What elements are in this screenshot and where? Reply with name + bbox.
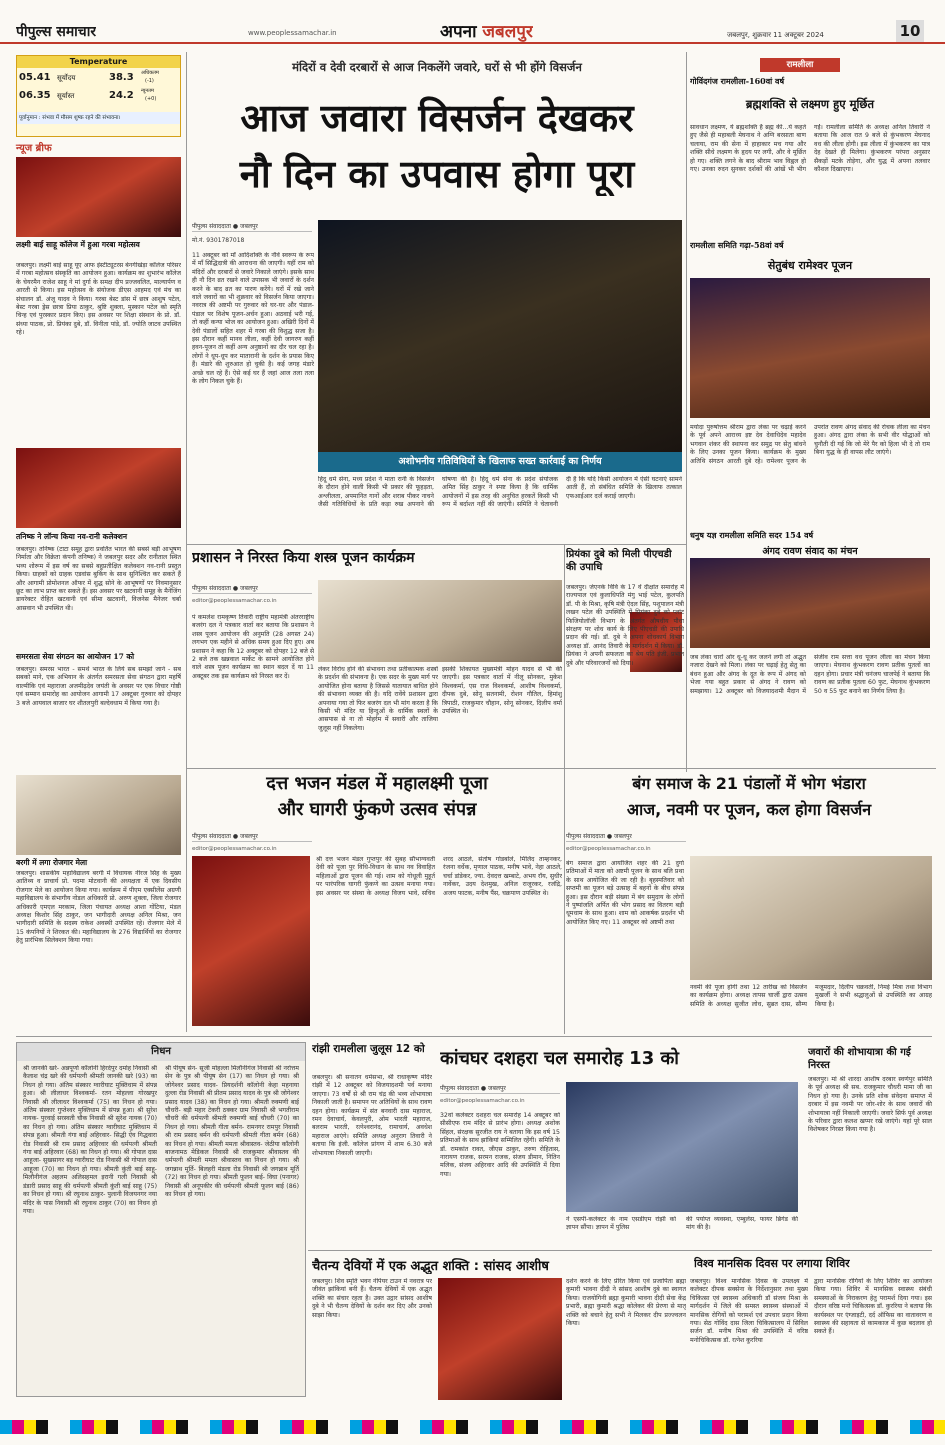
- min-temp: 24.2: [109, 90, 134, 101]
- brief-1-headline: लक्ष्मी बाई साहू कॉलेज में हुआ गरबा महोत्सव: [16, 240, 140, 249]
- bang-text-1: बंग समाज द्वारा आयोजित शहर की 21 दुर्गा प्रतिमाओं में माता को अष्टमी पूजन के साथ बलि प्रथा के साथ आयोजित की जा रही है। बृहस्पतिवार को सप्तमी का पूजन बड़े उत्साह में बहनों के बीच संपन्न हुआ। इस दौरान बड़ी संख्या में बंग समुदाय के लोगों ने पुष्पांजलि अर्पित की भोग प्रसाद का वितरण बड़ी धूमधाम के साथ हुआ। शाम को आकर्षक प्रदर्शन भी आयोजित किए गए। 11 अक्टूबर को अष्टमी तथा: [566, 860, 684, 926]
- page-number: 10: [896, 20, 924, 42]
- jawara-text: जबलपुर। मां श्री शारदा आशीष दरबार स्वर्णपुर समिति के पूर्व अध्यक्ष श्री सब. राजकुमार चौधरी मामा जी का निधन हो गया है। उनके प्रति शोक संवेदना समाप्त में दरबार में इस नवमी पर जोर-शोर के साथ जवारों की शोभायात्रा नहीं निकाली जाएगी। जवारे सिर्फ पूर्व अध्यक्ष के परिवार द्वारा कलश खप्पर रखे जाएंगे। यहां पूरे साल विशेषकर निरस्त किया गया है।: [808, 1076, 932, 1134]
- masthead: [0, 0, 945, 44]
- durga-pandal-photo: [690, 856, 932, 980]
- dutt-byline-place: जबलपुर: [240, 833, 258, 840]
- dutt-headline-1: दत्त भजन मंडल में महालक्ष्मी पूजा: [266, 773, 488, 794]
- lead-text-2: हिंदू धर्म सेना, मध्य प्रदेश ने माता रानी के विसर्जन के दौरान होने वाली किसी भी प्रकार की फूहड़ता, अश्लीलता, अपमानित गानों और शराब पीकर नाचने जैसी गतिविधियों के प्रति कड़ा रुख अपनाने की घोषणा की है। हिंदू धर्म सेना के प्रदेश संयोजक अमित सिंह ठाकुर ने स्पष्ट किया है कि धार्मिक आयोजनों में इस तरह की अनुचित हरकतें किसी भी रूप में बर्दाश्त नहीं की जाएंगी। समिति ने चेतावनी दी है कि यदि किसी आयोजन में ऐसी घटनाएं सामने आती हैं, तो संबंधित समिति के खिलाफ तत्काल एफआईआर दर्ज कराई जाएगी।: [318, 476, 682, 509]
- jawara-headline: जवारों की शोभायात्रा की गई निरस्त: [808, 1047, 911, 1071]
- kanchghar-text-1: 32वां कलेक्टर दशहरा चल समारोह 14 अक्टूबर को सीसीएफ राम मंदिर से प्रारंभ होगा। अध्यक्ष अशोक सिंहल, संरक्षक सुरजीत राय ने बताया कि इस वर्ष 15 प्रतिमाओं के साथ झांकियां सम्मिलित रहेंगी। समिति के डॉ. रामकांत रावत, जीएस ठाकुर, तरुण रोहितास, नारायण राजक, सरमन राजक, संजय डीमान, नितिन मलिक, संजय अहिरवार आदि की उपस्थिति में दिया गया।: [440, 1112, 560, 1178]
- tanishq-photo: [16, 448, 181, 528]
- prashasan-byline: पीपुल्स संवाददाता ● जबलपुर: [192, 584, 312, 594]
- divider-h4: [308, 1250, 932, 1251]
- mahalaxmi-photo: [192, 856, 310, 1026]
- bang-byline: पीपुल्स संवाददाता ● जबलपुर: [566, 832, 686, 842]
- chaitanya-text-1: जबलपुर। शिव स्मृति भवन नेपियर टाउन में नवरात्र पर जीवंत झांकियां बनी हैं। चैतन्य देवियों में एक अद्भुत शक्ति का संचार रहता है। उक्त उद्गार सांसद आशीष दुबे ने भी चैतन्य देवियों के दर्शन कर दिए और उनको साझा किया।: [312, 1278, 432, 1319]
- prashasan-email: editor@peoplessamachar.co.in: [192, 598, 277, 604]
- brief-4-text: जबलपुर। शासकीय महाविद्यालय बरगी में विधायक नीरज सिंह के मुख्य आतिथ्य व प्राचार्य प्रो. पदमा मोटवानी की अध्यक्षता में एक दिवसीय रोजगार मेले का आयोजन किया गया। कार्यक्रम में पीएम एक्सीलेंस अग्रणी महाविद्यालय के संभागीय नोडल अधिकारी प्रो. अरुण शुक्ला, जिला रोजगार अधिकारी एमएल मरकाम, जिला पंचायत अध्यक्ष आशा गोंटिया, मंडल अध्यक्ष किशोर सिंह ठाकुर, जन भागीदारी अध्यक्ष अनिल मिश्रा, जन भागीदारी समिति के सदस्य राकेश अवस्थी उपस्थित रहे। रोजगार मेले में 15 कंपनियों ने शिरकत की। महाविद्यालय के 276 विद्यार्थियों का रोजगार हेतु प्रारंभिक सिलेक्शन किया गया।: [16, 870, 181, 945]
- brief-3-text: जबलपुर। समरस भारत - समर्थ भारत के लिये सब समझो जाने - सब सबको माने, एक अभियान के अंतर्गत समरसता सेवा संगठन द्वारा महर्षि वाल्मीकि एवं महाराजा अजमीढ़देव जयंती के अवसर पर एक विचार गोष्ठी एवं सम्मान समारोह का आयोजन आगामी 17 अक्टूबर गुरुवार को दोपहर 3 बजे आयवाल बाजार घर शीतलपुरी बल्देवधाम में किया गया है।: [16, 666, 181, 707]
- bang-byline-name: पीपुल्स संवाददाता: [566, 833, 605, 840]
- dutt-headline-2: और घागरी फुंकणे उत्सव संपन्न: [277, 799, 477, 820]
- bang-headline-1: बंग समाज के 21 पंडालों में भोग भंडारा: [632, 774, 866, 793]
- divider-right: [686, 52, 687, 772]
- nidhan-section: [16, 1042, 306, 1397]
- rojgar-mela-photo: [16, 775, 181, 855]
- nidhan-col-1: श्री जानकी खरे- अन्नपूर्णा कॉलोनी हिरदेपुर दमोह निवासी श्री कैलाश चंद्र खरे की धर्मपत्नी श्रीमती जानकी खरे (93) का निधन हो गया। अंतिम संस्कार ग्वारीघाट मुक्तिधाम में संपन्न हुआ। श्री लीलाधर विश्वकर्मा- रतन मोहल्ला गोरखपुर निवासी श्री लीलाधर विश्वकर्मा (75) का निधन हो गया। अंतिम संस्कार गुप्तेश्वर मुक्तिधाम में संपन्न हुआ। श्री सुरेश नायक- पुरवाई सरस्वती चौक निवासी श्री सुरेश नायक (70) का निधन हो गया। अंतिम संस्कार ग्वारीघाट मुक्तिधाम में संपन्न हुआ। श्रीमती गंगा बाई अहिरवार- सिद्धी ऐव गिद्धवारा रोड निवासी श्री राम प्रसाद अहिरवार की धर्मपत्नी श्रीमती गंगा बाई अहिरवार (68) का निधन हो गया। श्री गोपाल दास आहूजा- सुखसागर बड़ ग्वारीघाट रोड निवासी श्री गोपाल दास आहूजा (70) का निधन हो गया। श्रीमती कुंती बाई साहू- मिलौनीगंज अहलम अलिसहमल इरानी गली निवासी श्री डंडारी प्रसाद साहू की धर्मपत्नी श्रीमती कुंती बाई साहू (75) का निधन हो गया। श्री रघुनाथ ठाकुर- पुलानी विजयनगर नया मंदिर के पास निवासी श्री रघुनाथ ठाकुर (70) का निधन हो गया।: [23, 1065, 157, 1215]
- max-temp: 38.3: [109, 72, 134, 83]
- registration-strip: [0, 1420, 945, 1434]
- lead-headline-2: नौ दिन का उपवास होगा पूरा: [239, 152, 635, 196]
- lead-headline-1: आज जवारा विसर्जन देखकर: [240, 96, 634, 140]
- sunrise-label: सूर्योदय: [57, 74, 76, 82]
- brief-4-headline: बरगी में लगा रोजगार मेला: [16, 858, 88, 867]
- chaitanya-text-2: दर्शन करने के लिए प्रेरित किया एवं प्रजापिता ब्रह्मा कुमारी भावना दीदी ने सांसद आशीष दुबे का स्वागत किया। राजयोगिनी ब्रह्मा कुमारी भावना दीदी सेवा केंद्र प्रभारी, ब्रह्मा कुमारी श्रद्धा कोलेकर की प्रेरणा से मातृ शक्ति को बचाने हेतु सभी ने मिलकर दीप प्रज्ज्वलन किया।: [566, 1278, 686, 1328]
- ramleela-head-1: ब्रह्मशक्ति से लक्ष्मण हुए मूर्छित: [745, 97, 875, 111]
- max-label: अधिकतम: [141, 70, 159, 76]
- mental-text-1: जबलपुर। विश्व मानसिक दिवस के उपलक्ष्य में कलेक्टर दीपक सक्सेना के निर्देशानुसार तथा मुख्य चिकित्सा एवं स्वास्थ्य अधिकारी डॉ संजय मिश्रा के मार्गदर्शन में जिले की समस्त स्वास्थ्य संस्थाओं में मानसिक रोगियों को परामर्श एवं उपचार प्रदान किया गया। सेठ गोविंद दास जिला चिकित्सालय में सिविल सर्जन डॉ. मनीष मिश्रा की उपस्थिति में वरिष्ठ मनोचिकित्सक डॉ. रत्नेश कुररिया: [690, 1278, 808, 1344]
- masthead-url: www.peoplessamachar.in: [248, 29, 337, 37]
- kanchghar-caption: की पर्याप्त व्यवस्था, एम्बुलेंस, फायर ब्रिगेड की मांग की है।: [686, 1216, 798, 1232]
- lead-byline-name: पीपुल्स संवाददाता: [192, 223, 231, 230]
- sunset-label: सूर्यास्त: [57, 92, 75, 100]
- section-title: [440, 19, 533, 42]
- prashasan-text-1: पं कमलेश रामकृष्ण तिवारी राष्ट्रीय महामंत्री अंतरराष्ट्रीय बजरंग दल ने पत्रकार वार्ता कर बताया कि प्रशासन ने शस्त्र पूजन आयोजन की अनुमति (28 अगस्त 24) लगभग एक महीने से अधिक समय हुआ दिए हुए। अब प्रशासन ने कहा कि 12 अक्टूबर को दोपहर 12 बजे से 2 बजे तक खन्नवाल मार्केट के सामने आयोजित होने वाले शस्त्र पूजन कार्यक्रम का स्थान बदल दें या 11 अक्टूबर तक इस कार्यक्रम को निरस्त कर दें।: [192, 614, 314, 680]
- prashasan-press-photo: [318, 580, 562, 662]
- lead-byline: पीपुल्स संवाददाता ● जबलपुर: [192, 222, 312, 232]
- lead-phone: मो.नं. 9301787018: [192, 237, 245, 244]
- ramleela-head-2: सेतुबंध रामेश्वर पूजन: [767, 259, 853, 272]
- kanchghar-headline: कांचघर दशहरा चल समारोह 13 को: [440, 1048, 679, 1069]
- lead-photo-caption: अशोभनीय गतिविधियों के खिलाफ सख्त कार्रवाई का निर्णय: [318, 452, 682, 472]
- min-label: न्यूनतम: [141, 88, 154, 94]
- ramleela-text-3: जब लंका चारों ओर धू-धू कर जलने लगी तो अद्भुत नजारा देखने को मिला। लंका पर चढ़ाई हेतु सेतु का बंधन हुआ और अंगद के दूत के रूप में अंगद को भेजा गया बहुत प्रकार से अंगद ने रावण को समझाया। 12 अक्टूबर को विजयादशमी मैदान में संजीव राम सत्ता वध पूजन लीला का मंचन किया जाएगा। मेघनाथ कुंभकरण रावण प्रतीक पुतलों का दहन होगा। प्रचार मंत्री चनंजय चाजपेई ने बताया कि रावण का प्रतीक पुतला 60 फुट, मेघनाथ कुंभकरण 50 व 55 फुट बनाने का निर्णय लिया है।: [690, 654, 930, 695]
- garba-photo: [16, 157, 181, 237]
- ranjhi-text: जबलपुर। श्री सनातन धर्मसभा, श्री राधाकृष्ण मंदिर रांझी में 12 अक्टूबर को विजयादशमी पर्व मनाया जाएगा। 73 वर्षों से श्री राम चंद्र की भव्य शोभायात्रा निकाली जाती है। समापन पर अतिथियों के साथ रावण दहन होगा। कार्यक्रम में संत बनवारी दास महाराज, रमन देवाचार्य, केवलपुरी, ओम भारती महाराज, बलराम भारती, रत्नेश्वरानंद, रामाचार्य, अवधेश महाराज आएंगे। समिति अध्यक्ष अनुराग तिवारी ने बताया कि इंजी. कॉलेज प्रांगण में शाम 6.30 बजे शोभायात्रा निकाली जाएगी।: [312, 1074, 432, 1157]
- dutt-text: श्री दत्त भजन मंडल गुप्तपुर की सुबह सौभाग्यवती देवी को पूजा पुर विधि-विधान के साथ नव विवाहित महिलाओं द्वारा पूजन की गई। शाम को गोधूली मुहूर्त पर पारंपरिक घागरी फुंकणे का उत्सव मनाया गया। इस अवसर पर संस्था के अध्यक्ष विजय भावे, सचिव शरद आठले, संतोष गोडबोले, मिलिंद ताम्हनकर, रंजना वर्धेक, मृणाल पाठक, मनीष भावे, नेहा आठले, चर्चा डांडेकर, ज्या. देवदत्त खम्बाटे, अभय रॉय, सुधीर नार्वेकर, उदय देशमुख, अनिल राजूरकर, रजंद्रि, अजय फाटक, मनीष पैंस, चक्रपाण उपस्थित थे।: [316, 856, 562, 897]
- divider-left: [186, 52, 187, 1032]
- ramleela-head-3: अंगद रावण संवाद का मंचन: [762, 546, 858, 557]
- masthead-date: जबलपुर, शुक्रवार 11 अक्टूबर 2024: [727, 31, 824, 39]
- nidhan-col-2: श्री पीयूष सेन- सूजी मोहल्ला मिलौनीगंज निवासी श्री नरोत्तम सेन के पुत्र श्री पीयूष सेन (17) का निधन हो गया। श्री जोगेश्वर प्रसाद यादव- प्रियदर्शनी कॉलोनी केहा महनाया दुल्ला रोड निवासी श्री प्रीतम प्रसाद यादव के पुत्र श्री जोगेश्वर प्रसाद यादव (38) का निधन हो गया। श्रीमती रुक्मणी बाई चौधरी- बड़ी महार टेकरी ठक्कर ग्राम निवासी श्री भगतीराम चौधरी की धर्मपत्नी श्रीमती रुक्मणी बाई चौधरी (70) का निधन हो गया। श्रीमती गीता बर्मन- रामनगर रामपुर निवासी श्री राम प्रसाद बर्मन की धर्मपत्नी श्रीमती गीता बर्मन (68) का निधन हो गया। श्रीमती ममता श्रीवास्तव- जेठीया कॉलोनी बाजनामठ मेडिकल निवासी श्री राजकुमार श्रीवास्तव की धर्मपत्नी श्रीमती ममता श्रीवास्तव का निधन हो गया। श्री जगन्नाथ मूर्ति- बिलहरी मंडला रोड निवासी श्री जगन्नाथ मूर्ति (72) का निधन हो गया। श्रीमती फूलन बाई- विघा (पनागर) निवासी श्री अनूपकीर की धर्मपत्नी श्रीमती फूलन बाई (86) का निधन हो गया।: [165, 1065, 299, 1199]
- bang-text-2: नवमी की पूजा होगी तथा 12 तारीख को विसर्जन का कार्यक्रम होगा। अध्यक्ष तापस चार्जी द्वारा उत्सव समिति के अध्यक्ष सुजीत लोध, सुब्रत दास, सौम्य मजूमदार, दिलीप चक्रवर्ती, निमई मित्रा तथा विभाग मुखर्जी ने सभी श्रद्धालुओं से उपस्थिति का आग्रह किया है।: [690, 984, 932, 1008]
- nidhan-title: निधन: [17, 1043, 305, 1061]
- angad-ravan-photo: [690, 558, 930, 648]
- brief-1-text: जबलपुर। लक्ष्मी बाई साहू यूए आफ इंस्टीट्यूटरस बेनगीखेड़ा कॉलेज परिसर में गरबा महोत्सव संस्कृति का आयोजन हुआ। कार्यक्रम का शुभारंभ कॉलेज के चेयरमैन राजेश साहू ने मां दुर्गा के समक्ष दीप प्रज्जवलित, माल्यार्पण व आरती से किया। इस महोत्सव के संयोजक डीएस आहमद एवं मंच का संचालन डॉ. अंजू यादव ने किया। गरबा बेस्ट डांस में छात्र आशुष पटेल, बेस्ट गरबा ड्रेस छात्रा प्रिया ठाकुर, श्रुष्टि शुक्ला, मुस्कान पटेल को स्मृति चिन्ह एवं पुरस्कार प्रदान किए। इस अवसर पर शिक्षा संस्थान के प्रो. डॉ. संध्या पाठक, प्रो. प्रियंका दुबे, डॉ. विनीता पांडे, डॉ. ज्योति जाटव उपस्थित रहे।: [16, 262, 181, 337]
- divider-h2: [186, 768, 936, 769]
- dutt-byline-name: पीपुल्स संवाददाता: [192, 833, 231, 840]
- lead-kicker: मंदिरों व देवी दरबारों से आज निकलेंगे जवारे, घरों से भी होंगे विसर्जन: [292, 60, 582, 74]
- weather-forecast: पूर्वानुमान : संभवा में मौसम शुष्क रहने की संभावना।: [17, 112, 180, 124]
- prashasan-text-3: इसकी शिकायत मुख्यमंत्री मोहन यादव से भी की जाएगी। इस पत्रकार वार्ता में नीलू सोनकर, मुकेश विश्वकर्मा, एस राज विश्वकर्मा, आशीष विश्वकर्मा, दीपक दुबे, सोनू सतनामी, रोशन गौतिल, हिमांशु त्रिपाठी, राजकुमार चौहान, सोनू सोनकर, दिलीप वर्मा उपस्थित थे।: [442, 666, 562, 716]
- kanchghar-byline: पीपुल्स संवाददाता ● जबलपुर: [440, 1084, 560, 1094]
- ramleela-stage-photo: [690, 278, 930, 418]
- kanchghar-byline-name: पीपुल्स संवाददाता: [440, 1085, 479, 1092]
- ramleela-sub-2: रामलीला समिति गढ़ा-58वां वर्ष: [690, 240, 784, 250]
- brief-2-text: जबलपुर। तनिष्क (टाटा समूह द्वारा प्रवर्तित भारत की सबसे बड़ी आभूषण निर्माता और विक्रेता कंपनी तनिष्क) ने जबलपुर सदर और रानीताल स्थित भव्य शोरूम में इस वर्ष का सबसे बहुप्रतीक्षित कलेक्शन नव-रानी प्रस्तुत किया। ग्राहकों को ग्राहक एडवांस बुकिंग के साथ सुनिश्चित कर सकते हैं और आगामी प्रोमोशनल ऑफर में शुद्ध सोने के आभूषणों पर निवमानुसार छूट का लाभ प्राप्त कर सकते हैं। इस अवसर पर खटवानी समूह के मैनेजिंग डायरेक्टर रोहित खटवानी एवं सीमा खटवानी, विजनेस मैनेजर चर्बा आसवान भी उपस्थित थी।: [16, 546, 181, 612]
- sunrise-time: 05.41: [19, 72, 51, 83]
- kanchghar-memo-photo: [566, 1082, 798, 1212]
- prashasan-byline-name: पीपुल्स संवाददाता: [192, 585, 231, 592]
- ramleela-sub-1: गोविंदगंज रामलीला-160वां वर्ष: [690, 76, 785, 86]
- kanchghar-email: editor@peoplessamachar.co.in: [440, 1098, 525, 1104]
- lead-byline-place: जबलपुर: [240, 223, 258, 230]
- news-brief-title: न्यूज ब्रीफ: [16, 143, 52, 154]
- prashasan-byline-place: जबलपुर: [240, 585, 258, 592]
- max-deviation: (-1): [145, 78, 154, 84]
- divider-h3: [16, 1036, 932, 1037]
- weather-title: Temperature: [17, 56, 180, 68]
- chaitanya-headline: चैतन्य देवियों में एक अद्भुत शक्ति : सांसद आशीष: [312, 1259, 549, 1274]
- ramleela-sub-3: धनुष यज्ञ रामलीला समिति सदर 154 वर्ष: [690, 530, 814, 540]
- divider-mid: [564, 544, 565, 1034]
- dutt-email: editor@peoplessamachar.co.in: [192, 846, 277, 852]
- priyanka-text: जबलपुर। जेएनके विवि के 17 वें दीक्षांत समारोह में राज्यपाल एवं कुलाधिपति मंगु भाई पटेल, कुलपति डॉ. पी के मिश्रा, कृषि मंत्री ऐदल सिंह, पशुपालन मंत्री लखन पटेल की उपस्थिति में प्रियंका दुबे को प्लांट फिजियोलॉजी विभाग के अंतर्गत औषधीय पौधा संरक्षण पर शोध कार्य के लिए पीएचडी की उपाधि प्रदान की गई। डॉ. दुबे ने अपना शोधकार्य विभाग अध्यक्ष डॉ. आनंद तिवारी के मार्गदर्शन में किया। डॉ. प्रियंका ने अपनी सफलता का श्रेय पति इंजी. प्रभात दुबे और परिवारजनों को दिया।: [566, 584, 684, 667]
- ramleela-tag: रामलीला: [760, 58, 840, 72]
- bang-email: editor@peoplessamachar.co.in: [566, 846, 651, 852]
- section-title-a: अपना: [440, 22, 477, 42]
- lead-crowd-photo: [318, 220, 682, 452]
- chaitanya-devi-photo: [438, 1278, 562, 1400]
- ramleela-text-1: सावधान लक्ष्मण, ये ब्रह्मशक्ति है ब्रह्म की...ये कहते हुए जैसे ही महाबली मेघनाथ ने अग्नि बरसाता बाण चलाया, राम की सेना में हाहाकार मच गया और शक्ति सीधे लक्ष्मण के हृदय पर लगी, और वे मूर्छित हो गए। शक्ति लगने के बाद श्रीराम भाव विह्वल हो गए। उनका रुदन सुनकर दर्शकों की आंखें भी भीग गईं। रामलीला समिति के अध्यक्ष अनिल तिवारी ने बताया कि आज रात 9 बजे से कुंभकरण मेघनाद वध की लीला होगी। इस लीला में कुंभकरण का पात्र देह देखते ही मिलेगा। कुंभकरण परंपरा अनुसार सैकड़ों मटके तोड़ेगा, और युद्ध में अपना तलवार कौशल दिखाएगा।: [690, 124, 930, 174]
- ranjhi-headline: रांझी रामलीला जुलूस 12 को: [312, 1043, 425, 1055]
- min-deviation: (+0): [145, 96, 157, 102]
- bang-headline-2: आज, नवमी पर पूजन, कल होगा विसर्जन: [626, 800, 872, 819]
- bang-byline-place: जबलपुर: [614, 833, 632, 840]
- brand-logo: पीपुल्स समाचार: [16, 24, 97, 40]
- brief-3-headline: समरसता सेवा संगठन का आयोजन 17 को: [16, 652, 135, 661]
- prashasan-headline: प्रशासन ने निरस्त किया शस्त्र पूजन कार्यक्रम: [192, 550, 415, 566]
- lead-text-1: 11 अक्टूबर को माँ आदिशक्ति के नौवें स्वरूप के रूप में माँ सिद्धिदात्री की आराधना की जाएगी। यहीं राम को मंदिरों और दरबारों से जवारे निकाले जाएंगे। इसके साथ ही नौ दिन व्रत रखने वाले उपासक भी जवारों के दर्शन करने के बाद व्रत का पारण करेंगे। घरों में रखे जाने वाले जवारों का भी शुक्रवार को विसर्जन किया जाएगा। नवरात्र की अष्टमी पर गुरुवार को घर-घर और पंडाल-पंडाल पर विशेष पूजन-अर्चन हुआ। अठवाई भरी गई, तो कहीं कन्या भोज का आयोजन हुआ। अखिरी दिनों में देवी पंडालों सहित शहर में गरबा की विशुद्ध सजा है। इस दौरान कहीं मानव लीला, कहीं देवी जागरण कहीं हवन-पूजन तो कहीं अन्य अनुष्ठानों का दौर चल रहा है। लोगों ने धूप-धूप कर मातारानी के दर्शन के प्रयास किए हैं। मंडारे की शुरुआत हो चुकी है। कई जगह मंडारे अच्छे चल रहे हैं। ऐसे कई घर हैं जहां आज तला तला के लोग निकल चुके हैं।: [192, 252, 314, 386]
- kanchghar-byline-place: जबलपुर: [488, 1085, 506, 1092]
- brief-2-headline: तनिष्क ने लॉन्च किया नव-रानी कलेक्शन: [16, 532, 128, 541]
- section-title-b: जबलपुर: [482, 22, 533, 42]
- ramleela-text-2: मर्यादा पुरुषोत्तम श्रीराम द्वारा लंका पर चढ़ाई करने के पूर्व अपने आराध्य इष्ट देव देवाधिदेव महादेव भगवान शंकर की स्थापना कर समुद्र पर सेतु बांधने के लिए उनका पूजन किया। कार्यक्रम के मुख्य अतिथि संगठन आरती दुबे रहे। रामेश्वर पूजन के उपरांत रावण अंगद संवाद की रोचक लीला का मंचन हुआ। अंगद द्वारा लंका के सभी वीर योद्धाओं को चुनौती दी गई कि जो मेरे पैर को हिला भी दे तो राम बिना युद्ध के ही वापस लौट जाएंगे।: [690, 424, 930, 465]
- sunset-time: 06.35: [19, 90, 51, 101]
- divider-h1: [186, 544, 686, 545]
- prashasan-text-2: लेकर विरोध होने की संभावना तथा प्रतीकात्मक शस्त्रों के प्रदर्शन की संभावना है। एक सदर के मुख्य मार्ग पर आयोजित होना बताया है जिससे यातायात बाधित होने की संभावना व्यक्त की है। यदि रावेंये प्रशासन द्वारा अपनाया गया तो फिर बजरंग दल भी मांग करता है कि किसी भी मंदिर या हिन्दुओं के धार्मिक स्थलों के आसपास से ना तो मोहर्रम में सवारी और ताजिया जुलूस नहीं निकलेगा।: [318, 666, 438, 732]
- dutt-byline: पीपुल्स संवाददाता ● जबलपुर: [192, 832, 312, 842]
- mental-text-2: द्वारा मानसिक रोगियों के लिए शिविर का आयोजन किया गया। शिविर में मानसिक स्वास्थ्य संबंधी समस्याओं के निराकरण हेतु परामर्श दिया गया। इस दौरान वरिष्ठ मनो चिकित्सक डॉ. कुररिया ने बताया कि कार्यस्थल पर एंग्जाइटी, दर्द ऑफिस का वातावरण व स्वास्थ्य की सहायता से कामकाज में कुछ बदलाव हो सकते हैं।: [814, 1278, 932, 1336]
- priyanka-headline: प्रियंका दुबे को मिली पीएचडी की उपाधि: [566, 549, 672, 573]
- mental-headline: विश्व मानसिक दिवस पर लगाया शिविर: [694, 1257, 850, 1270]
- weather-box: [16, 55, 181, 137]
- kanchghar-text-2: ने एसपी-कलेक्टर के नाम एसडीएम रांझी को ज्ञापन सौंपा। ज्ञापन में पुलिस: [566, 1216, 676, 1232]
